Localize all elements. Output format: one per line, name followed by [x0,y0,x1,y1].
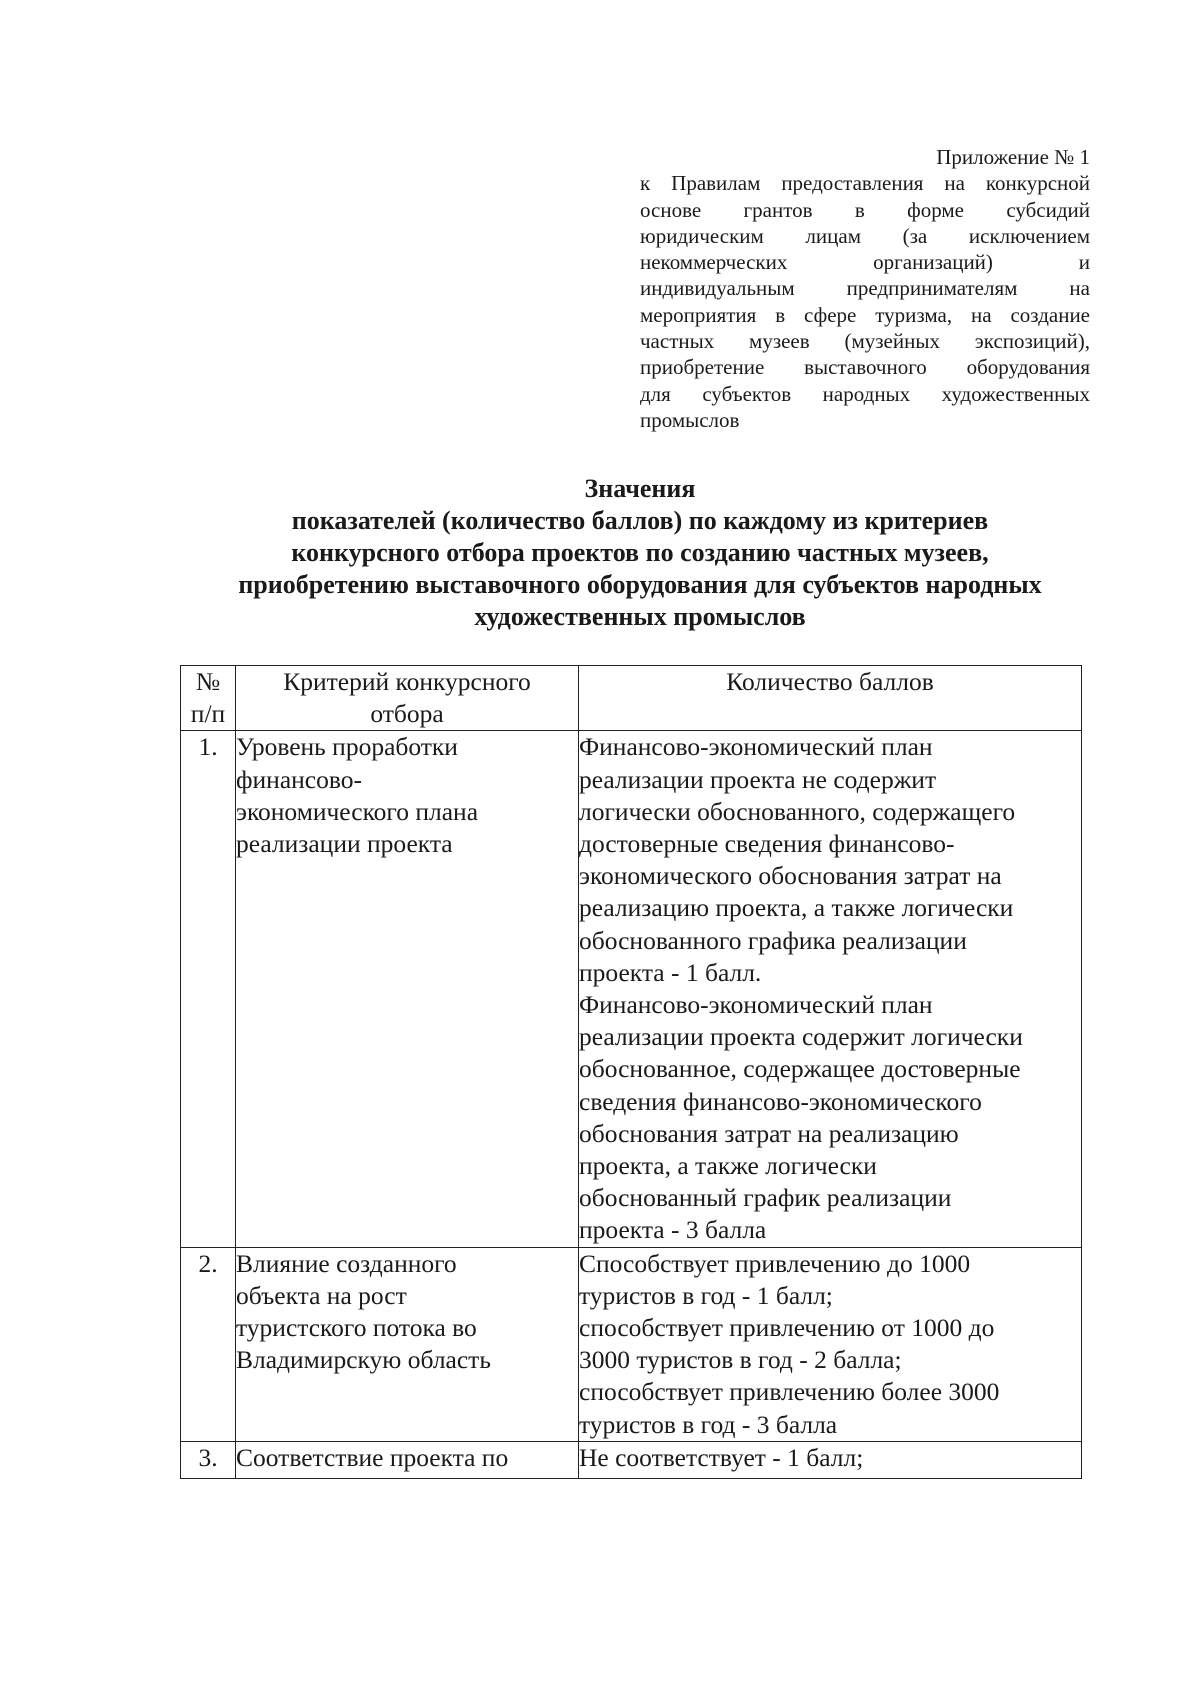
cell-line: обоснованный график реализации [579,1183,952,1213]
score-cell [579,1441,1082,1478]
heading-line: конкурсного отбора проектов по созданию частных музеев, [291,538,989,567]
cell-line: Владимирскую область [236,1345,491,1375]
table-row [181,1441,1082,1478]
cell-line: Способствует привлечению до 1000 [579,1248,971,1278]
cell-line: экономического обоснования затрат на [579,861,1002,891]
cell-line: способствует привлечению от 1000 до [579,1313,995,1343]
cell-line: 3000 туристов в год - 2 балла; [579,1345,902,1375]
appendix-line: индивидуальным предпринимателям на [640,276,1090,301]
row-number: 3. [181,1441,236,1478]
cell-line: логически обоснованного, содержащего [579,796,1016,826]
cell-line: достоверные сведения финансово- [579,829,955,859]
appendix-line: основе грантов в форме субсидий [640,197,1090,222]
appendix-line: частных музеев (музейных экспозиций), [640,329,1090,354]
cell-line: способствует привлечению более 3000 [579,1377,1000,1407]
cell-line: Финансово-экономический план [579,990,933,1020]
header-text: № [195,667,221,696]
table-row [181,731,1082,1247]
header-number [181,666,236,731]
cell-line: реализации проекта [236,829,453,859]
header-text: п/п [190,699,226,729]
header-text: отбора [370,699,444,729]
appendix-block [640,144,1090,433]
header-text: Количество баллов [726,667,934,696]
heading-line: показателей (количество баллов) по каждому из критериев [291,506,989,535]
table-header-row [181,666,1082,731]
criterion-cell [236,1247,579,1441]
cell-line: обоснованное, содержащее достоверные [579,1054,1021,1084]
cell-line: экономического плана [236,796,479,826]
score-cell [579,731,1082,1247]
appendix-line: мероприятия в сфере туризма, на создание [640,302,1090,327]
document-heading [150,473,1130,633]
heading-line: приобретению выставочного оборудования для субъектов народных [238,570,1042,599]
table-row [181,1247,1082,1441]
cell-line: обоснования затрат на реализацию [579,1118,959,1148]
cell-line: туристов в год - 1 балл; [579,1280,833,1310]
cell-line: реализации проекта содержит логически [579,1022,1023,1052]
cell-line: обоснованного графика реализации [579,925,967,955]
appendix-line: юридическим лицам (за исключением [640,223,1090,248]
cell-line: проекта - 3 балла [579,1215,767,1245]
cell-line: туристов в год - 3 балла [579,1409,838,1439]
heading-line: Значения [584,474,696,503]
header-text: Критерий конкурсного [283,667,531,696]
row-number: 1. [181,731,236,1247]
cell-line: Не соответствует - 1 балл; [579,1442,864,1472]
appendix-line: для субъектов народных художественных [640,381,1090,406]
score-cell [579,1247,1082,1441]
appendix-line: к Правилам предоставления на конкурсной [640,171,1090,196]
cell-line: Соответствие проекта по [236,1442,509,1472]
cell-line: финансово- [236,764,362,794]
cell-line: Влияние созданного [236,1248,457,1278]
cell-line: проекта, а также логически [579,1151,877,1181]
row-number: 2. [181,1247,236,1441]
cell-line: Уровень проработки [236,732,458,762]
appendix-line: некоммерческих организаций) и [640,250,1090,275]
criteria-table [180,665,1082,1479]
cell-line: Финансово-экономический план [579,732,933,762]
cell-line: туристского потока во [236,1313,477,1343]
cell-line: реализации проекта не содержит [579,764,937,794]
appendix-line: промыслов [640,407,740,432]
cell-line: объекта на рост [236,1280,407,1310]
heading-line: художественных промыслов [474,602,806,631]
appendix-title: Приложение № 1 [936,145,1090,169]
cell-line: сведения финансово-экономического [579,1086,982,1116]
header-criterion [236,666,579,731]
cell-line: реализацию проекта, а также логически [579,893,1014,923]
criterion-cell [236,731,579,1247]
appendix-line: приобретение выставочного оборудования [640,355,1090,380]
cell-line: проекта - 1 балл. [579,957,762,987]
criterion-cell [236,1441,579,1478]
header-score [579,666,1082,731]
